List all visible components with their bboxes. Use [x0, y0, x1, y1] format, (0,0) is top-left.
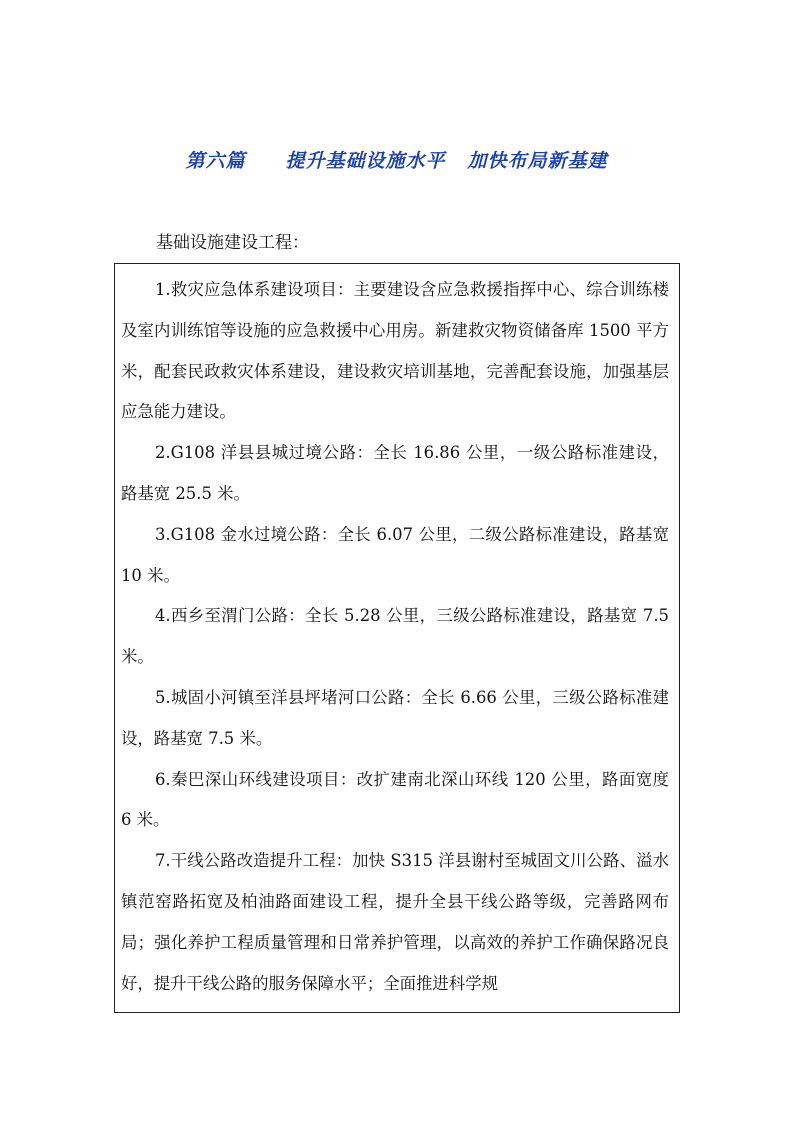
chapter-title-part1: 提升基础设施水平	[285, 150, 446, 172]
chapter-number: 第六篇	[185, 150, 246, 172]
project-item-3: 3.G108 金水过境公路：全长 6.07 公里，二级公路标准建设，路基宽 10 米。	[121, 524, 669, 585]
project-item-6: 6.秦巴深山环线建设项目：改扩建南北深山环线 120 公里，路面宽度 6 米。	[121, 769, 669, 830]
chapter-title	[0, 146, 793, 173]
project-list-box	[114, 263, 680, 1013]
project-item-1: 1.救灾应急体系建设项目：主要建设含应急救援指挥中心、综合训练楼及室内训练馆等设施的应急救援中心用房。新建救灾物资储备库 1500 平方米，配套民政救灾体系建设，建设救灾培训基地，完善配套设施，加强基层应急能力建设。	[121, 280, 669, 422]
project-item-5: 5.城固小河镇至洋县坪堵河口公路：全长 6.66 公里，三级公路标准建设，路基宽 7.5 米。	[121, 687, 669, 748]
section-label: 基础设施建设工程：	[156, 233, 309, 253]
project-item-7: 7.干线公路改造提升工程：加快 S315 洋县谢村至城固文川公路、溢水镇范窑路拓宽及柏油路面建设工程，提升全县干线公路等级，完善路网布局；强化养护工程质量管理和日常养护管理，以高效的养护工作确保路况良好，提升干线公路的服务保障水平；全面推进科学规	[121, 851, 669, 993]
project-item-2: 2.G108 洋县县城过境公路：全长 16.86 公里，一级公路标准建设，路基宽 25.5 米。	[121, 443, 669, 503]
project-item-4: 4.西乡至渭门公路：全长 5.28 公里，三级公路标准建设，路基宽 7.5 米。	[121, 606, 669, 667]
chapter-title-part2: 加快布局新基建	[467, 150, 608, 172]
